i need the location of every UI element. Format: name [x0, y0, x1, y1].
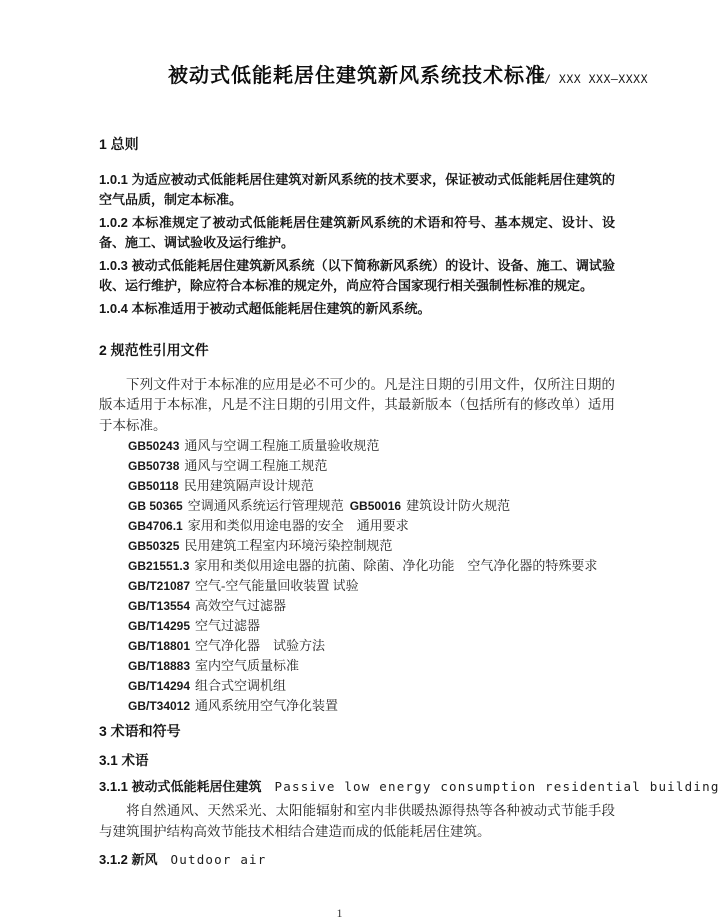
reference-item: [128, 616, 615, 636]
reference-item: [128, 656, 615, 676]
clause-1-0-4: 1.0.4 本标准适用于被动式超低能耗居住建筑的新风系统。: [99, 301, 431, 316]
term-english-name: Outdoor air: [170, 852, 267, 867]
reference-name: 空气过滤器: [195, 618, 261, 633]
reference-name: 通风与空调工程施工规范: [184, 458, 328, 473]
document-content: [0, 63, 720, 869]
reference-item: [128, 596, 615, 616]
term-english-name: Passive low energy consumption residential building: [274, 779, 720, 794]
reference-name: 建筑设计防火规范: [406, 498, 511, 513]
reference-name: 组合式空调机组: [195, 678, 287, 693]
reference-item: [128, 676, 615, 696]
reference-name: 高效空气过滤器: [195, 598, 287, 613]
term-number-and-name: 3.1.2 新风: [99, 852, 158, 867]
reference-code: GB50118: [128, 479, 179, 493]
reference-code: GB21551.3: [128, 559, 190, 573]
reference-name: 民用建筑工程室内环境污染控制规范: [184, 538, 393, 553]
page-number: 1: [336, 906, 343, 920]
clause-1-0-1: 1.0.1 为适应被动式低能耗居住建筑对新风系统的技术要求，保证被动式低能耗居住建筑的空气品质，制定本标准。: [99, 172, 615, 207]
section-heading-2: 2 规范性引用文件: [99, 341, 209, 358]
reference-item: [128, 516, 615, 536]
reference-name: 通风与空调工程施工质量验收规范: [184, 438, 380, 453]
reference-code: GB4706.1: [128, 519, 183, 533]
document-page: [0, 63, 720, 920]
reference-name: 空气净化器 试验方法: [195, 638, 326, 653]
subsection-heading-3-1: 3.1 术语: [99, 753, 149, 768]
term-3-1-2: [99, 851, 615, 869]
term-number-and-name: 3.1.1 被动式低能耗居住建筑: [99, 779, 262, 794]
document-title: 被动式低能耗居住建筑新风系统技术标准: [168, 65, 546, 87]
clause-1-0-2: 1.0.2 本标准规定了被动式低能耗居住建筑新风系统的术语和符号、基本规定、设计、设备、施工、调试验收及运行维护。: [99, 215, 615, 250]
section-heading-3: 3 术语和符号: [99, 723, 181, 739]
section-heading-1: 1 总则: [99, 136, 139, 152]
reference-code: GB/T18883: [128, 659, 191, 673]
references-intro-paragraph: 下列文件对于本标准的应用是必不可少的。凡是注日期的引用文件，仅所注日期的版本适用于本标准，凡是不注日期的引用文件，其最新版本（包括所有的修改单）适用于本标准。: [99, 376, 615, 433]
clause-1-0-3: 1.0.3 被动式低能耗居住建筑新风系统（以下简称新风系统）的设计、设备、施工、调试验收、运行维护，除应符合本标准的规定外，尚应符合国家现行相关强制性标准的规定。: [99, 258, 615, 293]
reference-code: GB/T14295: [128, 619, 191, 633]
reference-code: GB/T14294: [128, 679, 191, 693]
reference-item: [128, 456, 615, 476]
reference-name: 室内空气质量标准: [195, 658, 300, 673]
reference-item: [128, 536, 615, 556]
reference-name: 通风系统用空气净化装置: [195, 698, 339, 713]
reference-item: [128, 476, 615, 496]
reference-code: GB/T18801: [128, 639, 191, 653]
reference-code: GB 50365: [128, 499, 183, 513]
reference-item: [128, 636, 615, 656]
reference-name: 空气-空气能量回收装置 试验: [195, 578, 359, 593]
reference-code: GB50243: [128, 439, 180, 453]
reference-code: GB50738: [128, 459, 180, 473]
reference-name: 家用和类似用途电器的安全 通用要求: [187, 518, 409, 533]
reference-item: [128, 556, 615, 576]
reference-name: 民用建筑隔声设计规范: [183, 478, 314, 493]
reference-code: GB/T13554: [128, 599, 191, 613]
term-definition-3-1-1: 将自然通风、天然采光、太阳能辐射和室内非供暖热源得热等各种被动式节能手段与建筑围护结构高效节能技术相结合建造而成的低能耗居住建筑。: [99, 803, 615, 839]
term-3-1-1: [99, 778, 720, 796]
reference-name: 空调通风系统运行管理规范: [187, 498, 344, 513]
reference-code: GB/T34012: [128, 699, 191, 713]
references-list: [99, 436, 615, 716]
reference-item: [128, 436, 615, 456]
reference-code: GB50325: [128, 539, 180, 553]
reference-code: GB50016: [349, 499, 402, 513]
standard-code-header: T/ XXX XXX—XXXX: [536, 72, 648, 86]
reference-item: [128, 576, 615, 596]
reference-item: [128, 496, 615, 516]
reference-item: [128, 696, 615, 716]
reference-name: 家用和类似用途电器的抗菌、除菌、净化功能 空气净化器的特殊要求: [194, 558, 598, 573]
reference-code: GB/T21087: [128, 579, 191, 593]
